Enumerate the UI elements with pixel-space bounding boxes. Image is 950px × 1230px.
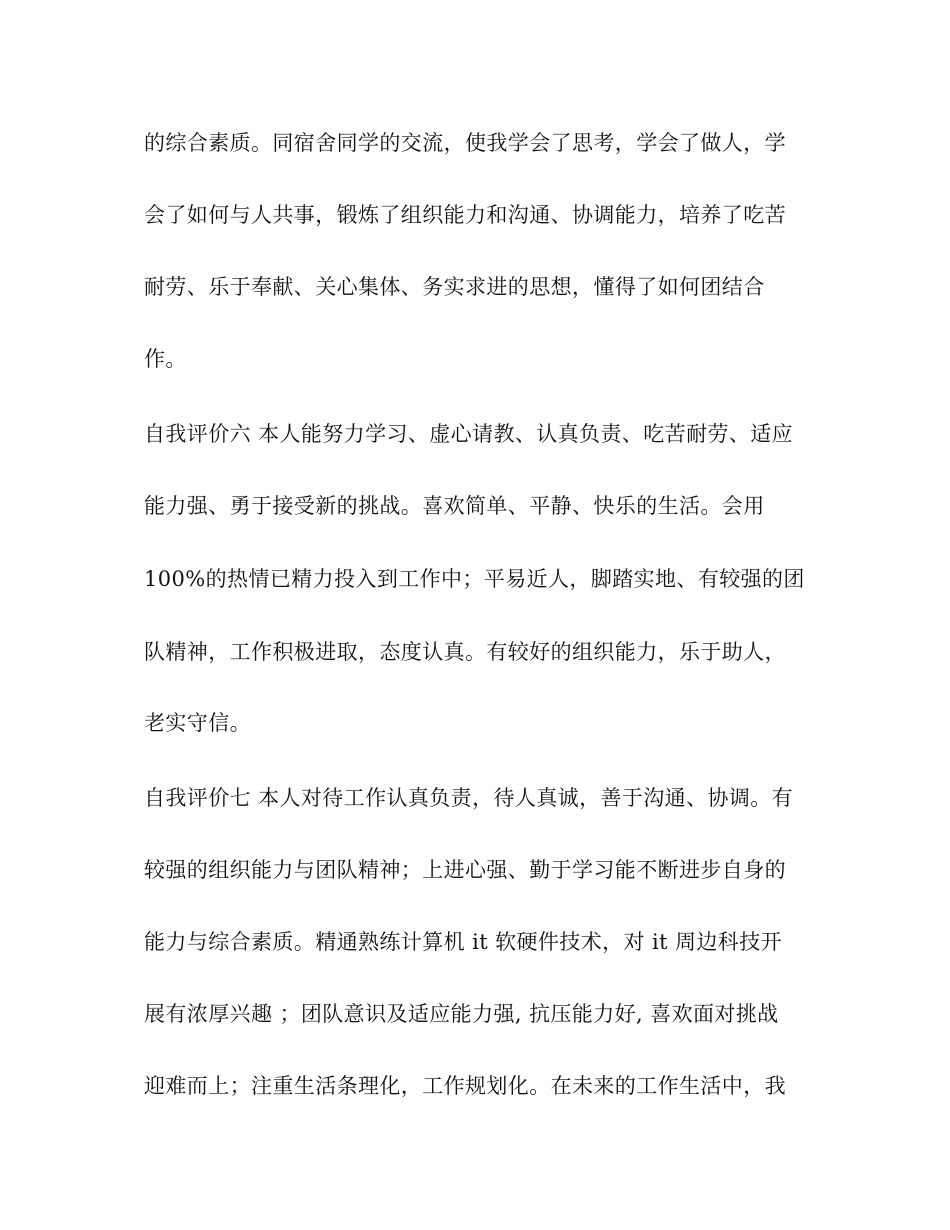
- text-line: 能力强、勇于接受新的挑战。喜欢简单、平静、快乐的生活。会用: [144, 494, 765, 518]
- text-line: 队精神，工作积极进取，态度认真。有较好的组织能力，乐于助人，: [144, 640, 786, 664]
- text-line: 的综合素质。同宿舍同学的交流，使我学会了思考，学会了做人，学: [144, 131, 786, 155]
- text-line: 迎难而上；注重生活条理化，工作规划化。在未来的工作生活中，我: [144, 1074, 786, 1098]
- text-line: 老实守信。: [144, 711, 251, 735]
- text-line: 作。: [144, 347, 187, 371]
- text-line: 会了如何与人共事，锻炼了组织能力和沟通、协调能力，培养了吃苦: [144, 203, 786, 227]
- text-line: 能力与综合素质。精通熟练计算机 it 软硬件技术，对 it 周边科技开: [144, 930, 783, 954]
- text-line: 展有浓厚兴趣 ；团队意识及适应能力强, 抗压能力好, 喜欢面对挑战: [144, 1002, 779, 1026]
- section-heading-line: 自我评价七 本人对待工作认真负责，待人真诚，善于沟通、协调。有: [144, 786, 794, 810]
- text-line: 100%的热情已精力投入到工作中；平易近人，脚踏实地、有较强的团: [144, 567, 805, 591]
- text-line: 耐劳、乐于奉献、关心集体、务实求进的思想，懂得了如何团结合: [144, 275, 765, 299]
- section-heading-line: 自我评价六 本人能努力学习、虚心请教、认真负责、吃苦耐劳、适应: [144, 422, 794, 446]
- text-line: 较强的组织能力与团队精神；上进心强、勤于学习能不断进步自身的: [144, 858, 786, 882]
